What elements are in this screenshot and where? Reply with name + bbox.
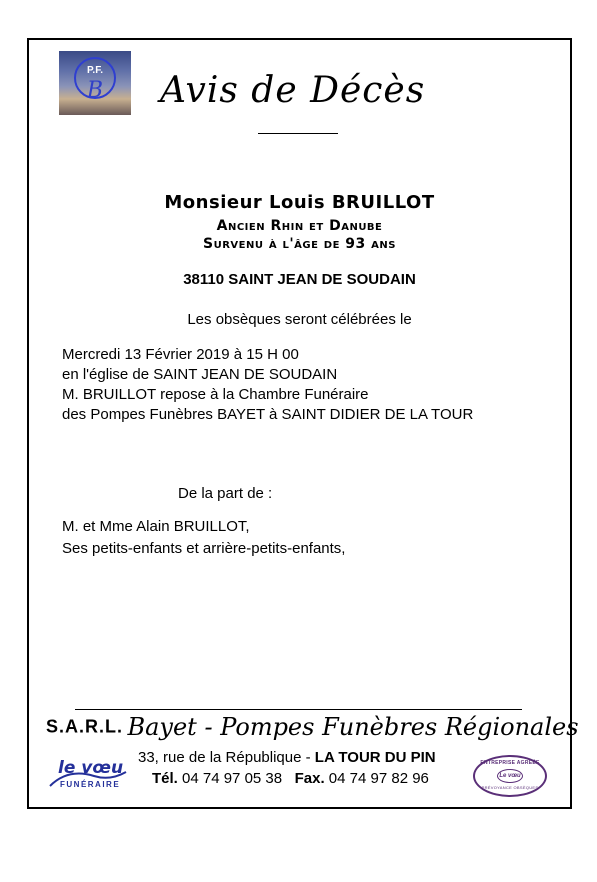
tel-number: 04 74 97 05 38 (177, 770, 283, 787)
footer-divider (75, 709, 522, 710)
deceased-name: Monsieur Louis BRUILLOT (164, 192, 435, 213)
fax-number: 04 74 97 82 96 (324, 770, 429, 787)
seal-center-text: Le vœu (497, 769, 523, 783)
ceremony-line: en l'église de SAINT JEAN DE SOUDAIN (62, 366, 338, 383)
logo-sub-text: FUNÉRAIRE (60, 780, 121, 789)
fax-label: Fax. (294, 770, 325, 787)
notice-title: Avis de Décès (160, 70, 426, 111)
entreprise-agreee-seal (473, 755, 547, 797)
le-voeu-funeraire-logo (48, 756, 128, 794)
company-legal-form: S.A.R.L. (46, 716, 124, 737)
deceased-city: 38110 SAINT JEAN DE SOUDAIN (183, 271, 416, 288)
pf-bayet-logo (59, 51, 131, 115)
family-line: Ses petits-enfants et arrière-petits-enfants, (62, 540, 346, 557)
tel-label: Tél. (152, 770, 178, 787)
ceremony-line: des Pompes Funèbres BAYET à SAINT DIDIER DE LA TOUR (62, 406, 474, 423)
notice-frame (27, 38, 572, 809)
logo-letter: B (86, 78, 104, 103)
address-city: LA TOUR DU PIN (314, 749, 436, 766)
address-street: 33, rue de la République - (138, 749, 315, 766)
deceased-detail-1: Ancien Rhin et Danube (216, 218, 383, 234)
company-name (46, 713, 579, 741)
company-address (138, 749, 436, 766)
family-intro: De la part de : (178, 485, 273, 502)
company-phones (152, 770, 429, 787)
logo-main-text: le vœu (58, 758, 124, 778)
seal-bottom-text: PRÉVOYANCE OBSÈQUES (481, 785, 539, 790)
company-brand: Bayet - Pompes Funèbres Régionales (127, 713, 579, 741)
seal-top-text: ENTREPRISE AGRÉÉE (480, 760, 540, 766)
family-line: M. et Mme Alain BRUILLOT, (62, 518, 250, 535)
ceremony-line: M. BRUILLOT repose à la Chambre Funéraire (62, 386, 369, 403)
deceased-detail-2: Survenu à l'âge de 93 ans (203, 236, 396, 252)
ceremony-intro: Les obsèques seront célébrées le (187, 311, 412, 328)
ceremony-line: Mercredi 13 Février 2019 à 15 H 00 (62, 346, 299, 363)
logo-initials: P.F. (87, 65, 103, 76)
title-divider (258, 133, 338, 134)
